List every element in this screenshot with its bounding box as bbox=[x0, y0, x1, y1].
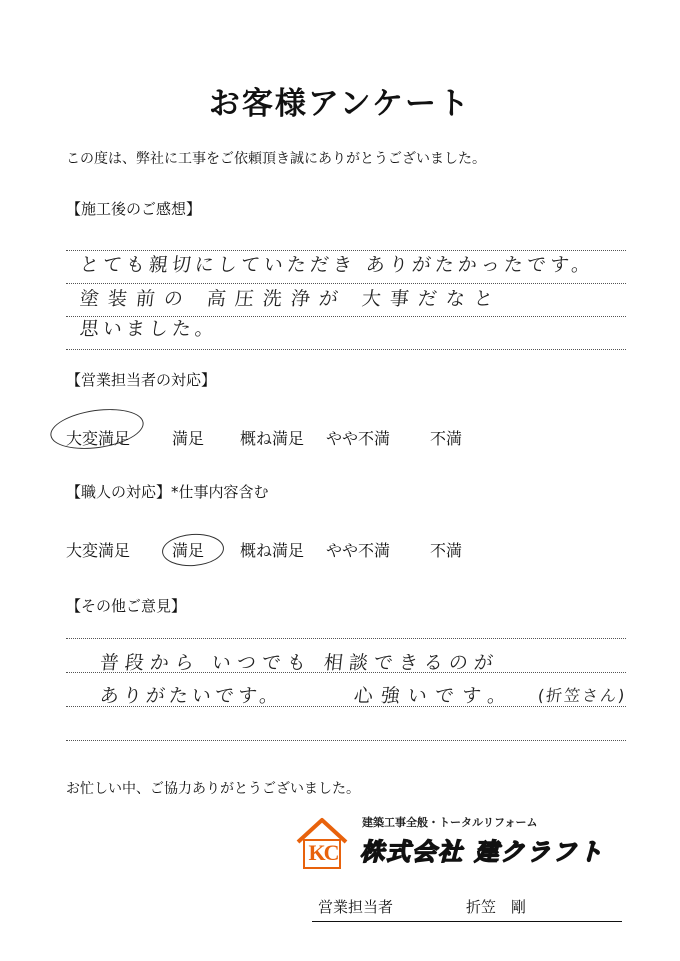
section-heading-other-comments: 【その他ご意見】 bbox=[66, 597, 187, 615]
intro-text: この度は、弊社に工事をご依頼頂き誠にありがとうございました。 bbox=[66, 151, 486, 167]
logo-letters: KC bbox=[308, 840, 338, 865]
section-heading-impressions: 【施工後のご感想】 bbox=[66, 200, 202, 218]
handwritten-comment-line-4: (折笠さん) bbox=[536, 686, 628, 705]
handwritten-impression-line-3: 思いました。 bbox=[78, 318, 220, 340]
closing-text: お忙しい中、ご協力ありがとうございました。 bbox=[66, 781, 360, 797]
section-heading-sales-staff: 【営業担当者の対応】 bbox=[66, 371, 217, 389]
rating-option-very-satisfied[interactable]: 大変満足 bbox=[66, 541, 131, 560]
handwritten-comment-line-3: 心強いです。 bbox=[352, 685, 516, 707]
handwritten-comment-line-1: 普段から いつでも 相談できるのが bbox=[98, 652, 501, 674]
rating-option-very-satisfied[interactable]: 大変満足 bbox=[66, 429, 131, 448]
rating-option-mostly-satisfied[interactable]: 概ね満足 bbox=[240, 541, 305, 560]
rating-option-satisfied[interactable]: 満足 bbox=[172, 429, 205, 448]
handwritten-impression-line-1: とても親切にしていただき ありがたかったです。 bbox=[78, 254, 596, 276]
signature-name: 折笠 剛 bbox=[466, 898, 527, 916]
answer-line bbox=[66, 638, 626, 639]
rating-option-somewhat-dissatisfied[interactable]: やや不満 bbox=[326, 541, 391, 560]
rating-option-mostly-satisfied[interactable]: 概ね満足 bbox=[240, 429, 305, 448]
handwritten-comment-line-2: ありがたいです。 bbox=[98, 685, 284, 707]
answer-line bbox=[66, 349, 626, 350]
company-name: 株式会社 建クラフト bbox=[360, 838, 605, 866]
rating-option-satisfied[interactable]: 満足 bbox=[172, 541, 205, 560]
signature-line bbox=[312, 921, 622, 922]
company-tagline: 建築工事全般・トータルリフォーム bbox=[362, 816, 538, 829]
page-title: お客様アンケート bbox=[208, 86, 472, 122]
rating-option-dissatisfied[interactable]: 不満 bbox=[430, 429, 463, 448]
handwritten-impression-line-2: 塗装前の 高圧洗浄が 大事だなと bbox=[78, 288, 504, 310]
company-logo bbox=[292, 810, 652, 872]
answer-line bbox=[66, 740, 626, 741]
section-heading-craftsmen: 【職人の対応】*仕事内容含む bbox=[66, 483, 269, 501]
signature-label: 営業担当者 bbox=[318, 898, 394, 916]
rating-option-dissatisfied[interactable]: 不満 bbox=[430, 541, 463, 560]
rating-option-somewhat-dissatisfied[interactable]: やや不満 bbox=[326, 429, 391, 448]
